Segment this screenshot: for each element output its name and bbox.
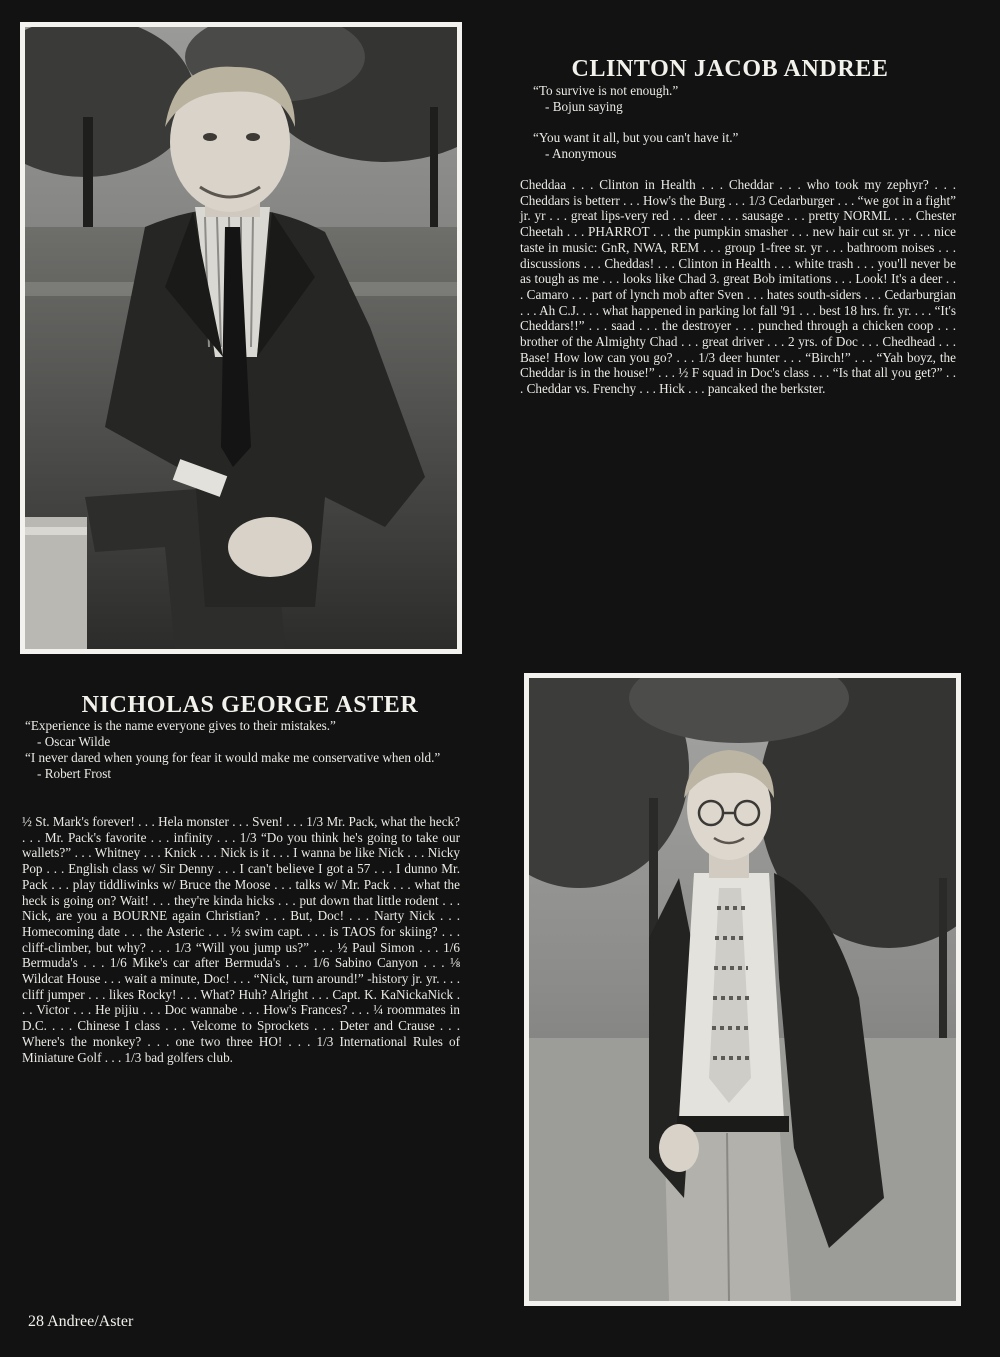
portrait-photo-andree bbox=[20, 22, 462, 654]
quote-author: - Anonymous bbox=[545, 146, 617, 161]
quote-author: - Robert Frost bbox=[37, 766, 111, 781]
quotes-andree bbox=[533, 83, 953, 162]
quote-text: “To survive is not enough.” bbox=[533, 83, 679, 98]
student-name-aster: NICHOLAS GEORGE ASTER bbox=[81, 692, 419, 719]
quote-text: “Experience is the name everyone gives to their mistakes.” bbox=[25, 718, 336, 733]
quotes-aster bbox=[25, 718, 465, 782]
portrait-photo-aster bbox=[524, 673, 961, 1306]
portrait-aster-illustration bbox=[529, 678, 956, 1301]
senior-write-up-andree: Cheddaa . . . Clinton in Health . . . Cheddar . . . who took my zephyr? . . . Cheddars is betterr . . . How's the Burg . . . 1/3 Cedarburger . . . “we got in a fight” jr. yr . . . great lips-very red . . . deer . . . sausage . . . pretty NORML . . . Chester Cheetah . . . PHARROT . . . the pumpkin smasher . . . new hair cut sr. yr . . . nice taste in music: GnR, NWA, REM . . . group 1-free sr. yr . . . bathroom noises . . . discussions . . . Cheddas! . . . Clinton in Health . . . white trash . . . you'll never be as tough as me . . . looks like Chad 3. great Bob imitations . . . Look! It's a deer . . . Camaro . . . part of lynch mob after Sven . . . hates south-siders . . . Cedarburgian . . . Ah C.J. . . . what happened in parking lot fall '91 . . . best 18 hrs. fr. yr. . . . “It's Cheddars!!” . . . saad . . . the destroyer . . . punched through a chicken coop . . . brother of the Almighty Chad . . . great driver . . . 2 yrs. of Doc . . . Chedhead . . . Base! How low can you go? . . . 1/3 deer hunter . . . “Birch!” . . . “Yah boyz, the Cheddar is in the house!” . . . ½ F squad in Doc's class . . . “Is that all you get?” . . . Cheddar vs. Frenchy . . . Hick . . . pancaked the berkster. bbox=[520, 177, 956, 397]
quote-author: - Oscar Wilde bbox=[37, 734, 111, 749]
page-footer: 28 Andree/Aster bbox=[28, 1313, 134, 1330]
quote-text: “I never dared when young for fear it would make me conservative when old.” bbox=[25, 750, 441, 765]
senior-write-up-aster: ½ St. Mark's forever! . . . Hela monster . . . Sven! . . . 1/3 Mr. Pack, what the heck? . . . Mr. Pack's favorite . . . infinity . . . 1/3 “Do you think he's going to take our wallets?” . . . Whitney . . . Knick . . . Nick is it . . . I wanna be like Nick . . . Nicky Pop . . . English class w/ Sir Denny . . . I can't believe I got a 57 . . . I dunno Mr. Pack . . . play tiddliwinks w/ Bruce the Moose . . . talks w/ Mr. Pack . . . what the heck is going on? Wait! . . . they're kinda hicks . . . put down that little rodent . . . Nick, are you a BOURNE again Christian? . . . But, Doc! . . . Narty Nick . . . Homecoming date . . . the Asteric . . . ½ swim capt. . . . is TAOS for skiing? . . . cliff-climber, but why? . . . 1/3 “Will you jump us?” . . . ½ Paul Simon . . . 1/6 Bermuda's . . . 1/6 Mike's car after Bermuda's . . . 1/6 Sabino Canyon . . . ⅛ Wildcat House . . . wait a minute, Doc! . . . “Nick, turn around!” -history jr. yr. . . . cliff jumper . . . likes Rocky! . . . What? Huh? Alright . . . Capt. K. KaNickaNick . . . Victor . . . He pijiu . . . Doc wannabe . . . How's Frances? . . . ¼ roommates in D.C. . . . Chinese I class . . . Velcome to Sprockets . . . Deter and Crause . . . Where's the monkey? . . . one two three HO! . . . 1/3 International Rules of Miniature Golf . . . 1/3 bad golfers club. bbox=[22, 814, 460, 1065]
student-name-andree: CLINTON JACOB ANDREE bbox=[571, 56, 889, 83]
portrait-andree-illustration bbox=[25, 27, 457, 649]
quote-author: - Bojun saying bbox=[545, 99, 623, 114]
quote-text: “You want it all, but you can't have it.” bbox=[533, 130, 739, 145]
